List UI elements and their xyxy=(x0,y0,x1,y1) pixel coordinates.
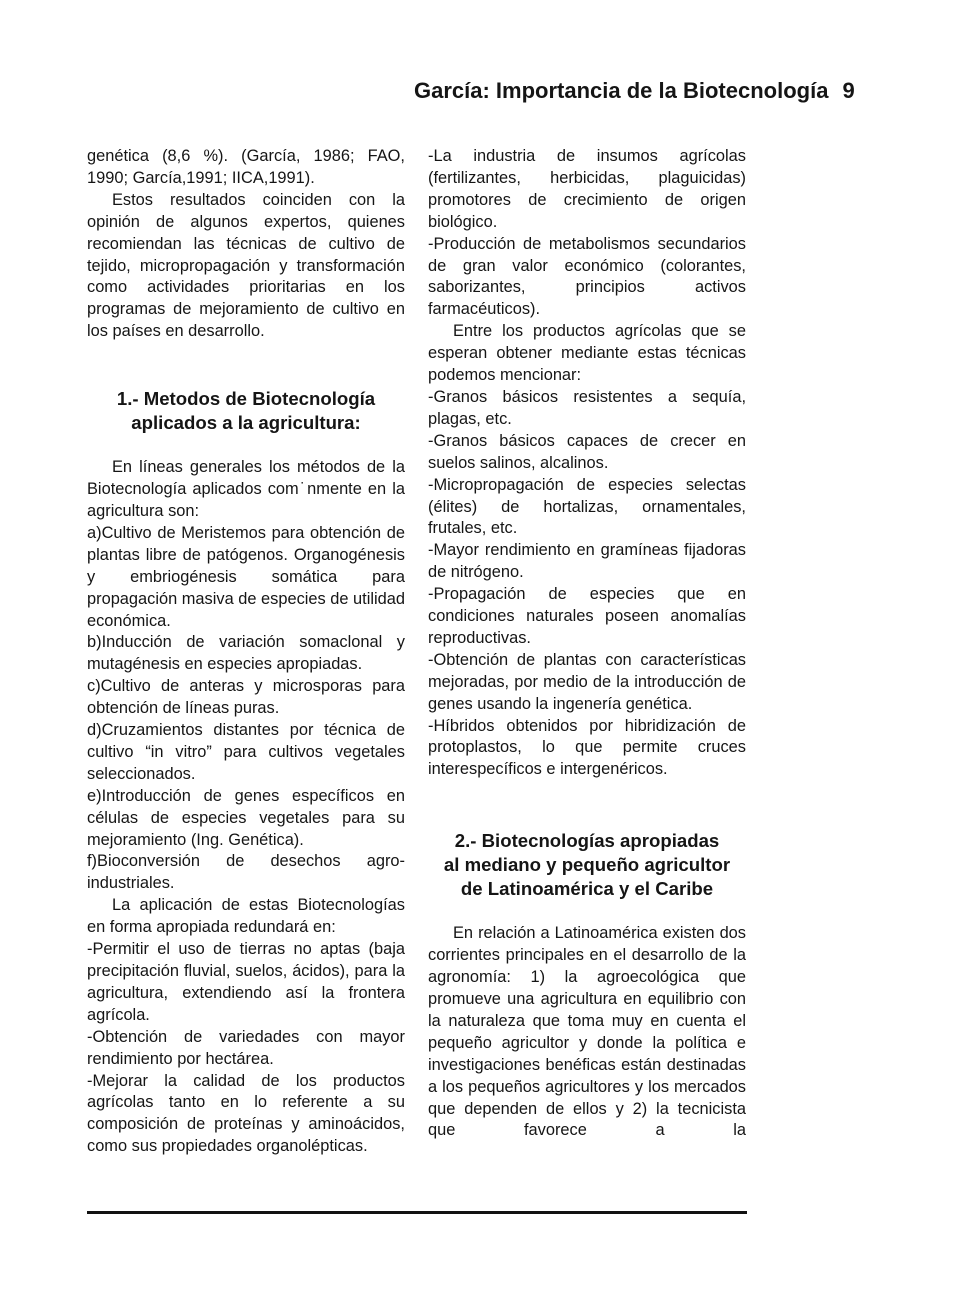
left-paragraph-2: Estos resultados coinciden con la opinión de algunos expertos, quienes recomiendan las técnicas de cultivo de tejido, micropropagación y transformación como actividades prioritarias en los programas de mejoramiento de cultivo en los países en desarrollo. xyxy=(87,190,405,341)
product-item-7: -Híbridos obtenidos por hibridización de protoplastos, lo que permite cruces interespecíficos e intergenéricos. xyxy=(428,716,746,779)
industry-item-1: -La industria de insumos agrícolas (fertilizantes, herbicidas, plaguicidas) promotores de crecimiento de origen biológico. xyxy=(428,147,746,231)
section-heading-2-line-1: 2.- Biotecnologías apropiadas xyxy=(454,830,720,852)
left-column xyxy=(87,146,405,1158)
method-item-f: f)Bioconversión de desechos agro-industriales. xyxy=(87,852,405,893)
method-item-a: a)Cultivo de Meristemos para obtención de plantas libre de patógenos. Organogénesis y embriogénesis somática para propagación masiva de especies de utilidad económica. xyxy=(87,523,406,630)
right-column xyxy=(428,146,746,1142)
section-heading-1-line-1: 1.- Metodos de Biotecnología xyxy=(116,388,376,410)
bottom-rule xyxy=(87,1211,747,1214)
right-paragraph-2: En relación a Latinoamérica existen dos corrientes principales en el desarrollo de la agronomía: 1) la agroecológica que promueve una agricultura en equilibrio con la naturaleza que toma muy en cuenta el pequeño agricultor y donde la política e investigaciones benéficas están destinadas a los pequeños agricultores y los mercados que dependen de ellos y 2) la tecnicista que favorece a la xyxy=(428,924,746,1140)
section-heading-1 xyxy=(87,387,405,435)
product-item-3: -Micropropagación de especies selectas (élites) de hortalizas, ornamentales, frutales, etc. xyxy=(428,475,746,538)
benefit-item-2: -Obtención de variedades con mayor rendimiento por hectárea. xyxy=(87,1027,405,1068)
section-heading-1-line-2: aplicados a la agricultura: xyxy=(131,412,361,434)
method-item-b: b)Inducción de variación somaclonal y mutagénesis en especies apropiadas. xyxy=(87,633,405,674)
benefit-item-3: -Mejorar la calidad de los productos agrícolas tanto en lo referente a su composición de proteínas y aminoácidos, como sus propiedades organolépticas. xyxy=(87,1071,405,1156)
page-number: 9 xyxy=(842,78,855,103)
section-heading-2 xyxy=(428,829,746,901)
industry-item-2: -Producción de metabolismos secundarios de gran valor económico (colorantes, saborizantes, principios activos farmacéuticos). xyxy=(428,234,746,319)
section-heading-2-line-3: de Latinoamérica y el Caribe xyxy=(460,878,714,900)
left-paragraph-3: En líneas generales los métodos de la Biotecnología aplicados com˙nmente en la agricultura son: xyxy=(87,458,405,520)
running-header xyxy=(414,78,855,104)
right-paragraph-1: Entre los productos agrícolas que se esperan obtener mediante estas técnicas podemos mencionar: xyxy=(428,322,746,385)
left-paragraph-1: genética (8,6 %). (García, 1986; FAO, 1990; García,1991; IICA,1991). xyxy=(87,147,405,187)
method-item-d: d)Cruzamientos distantes por técnica de cultivo “in vitro” para cultivos vegetales seleccionados. xyxy=(87,721,405,783)
method-item-c: c)Cultivo de anteras y microsporas para obtención de líneas puras. xyxy=(87,677,405,718)
section-gap xyxy=(428,781,746,829)
product-item-1: -Granos básicos resistentes a sequía, plagas, etc. xyxy=(428,387,746,428)
benefit-item-1: -Permitir el uso de tierras no aptas (baja precipitación fluvial, suelos, ácidos), para la agricultura, extendiendo así la frontera agrícola. xyxy=(87,940,405,1024)
section-heading-2-line-2: al mediano y pequeño agricultor xyxy=(443,854,731,876)
section-gap xyxy=(87,343,405,387)
product-item-5: -Propagación de especies que en condiciones naturales poseen anomalías reproductivas. xyxy=(428,585,746,647)
method-item-e: e)Introducción de genes específicos en células de especies vegetales para su mejoramiento (Ing. Genética). xyxy=(87,786,405,849)
section-gap xyxy=(87,435,405,457)
section-gap xyxy=(428,901,746,923)
product-item-2: -Granos básicos capaces de crecer en suelos salinos, alcalinos. xyxy=(428,431,746,472)
running-title: García: Importancia de la Biotecnología xyxy=(414,78,829,103)
product-item-4: -Mayor rendimiento en gramíneas fijadoras de nitrógeno. xyxy=(428,541,746,582)
product-item-6: -Obtención de plantas con características mejoradas, por medio de la introducción de genes usando la ingenería genética. xyxy=(428,650,746,713)
left-paragraph-4: La aplicación de estas Biotecnologías en forma apropiada redundará en: xyxy=(87,896,405,937)
